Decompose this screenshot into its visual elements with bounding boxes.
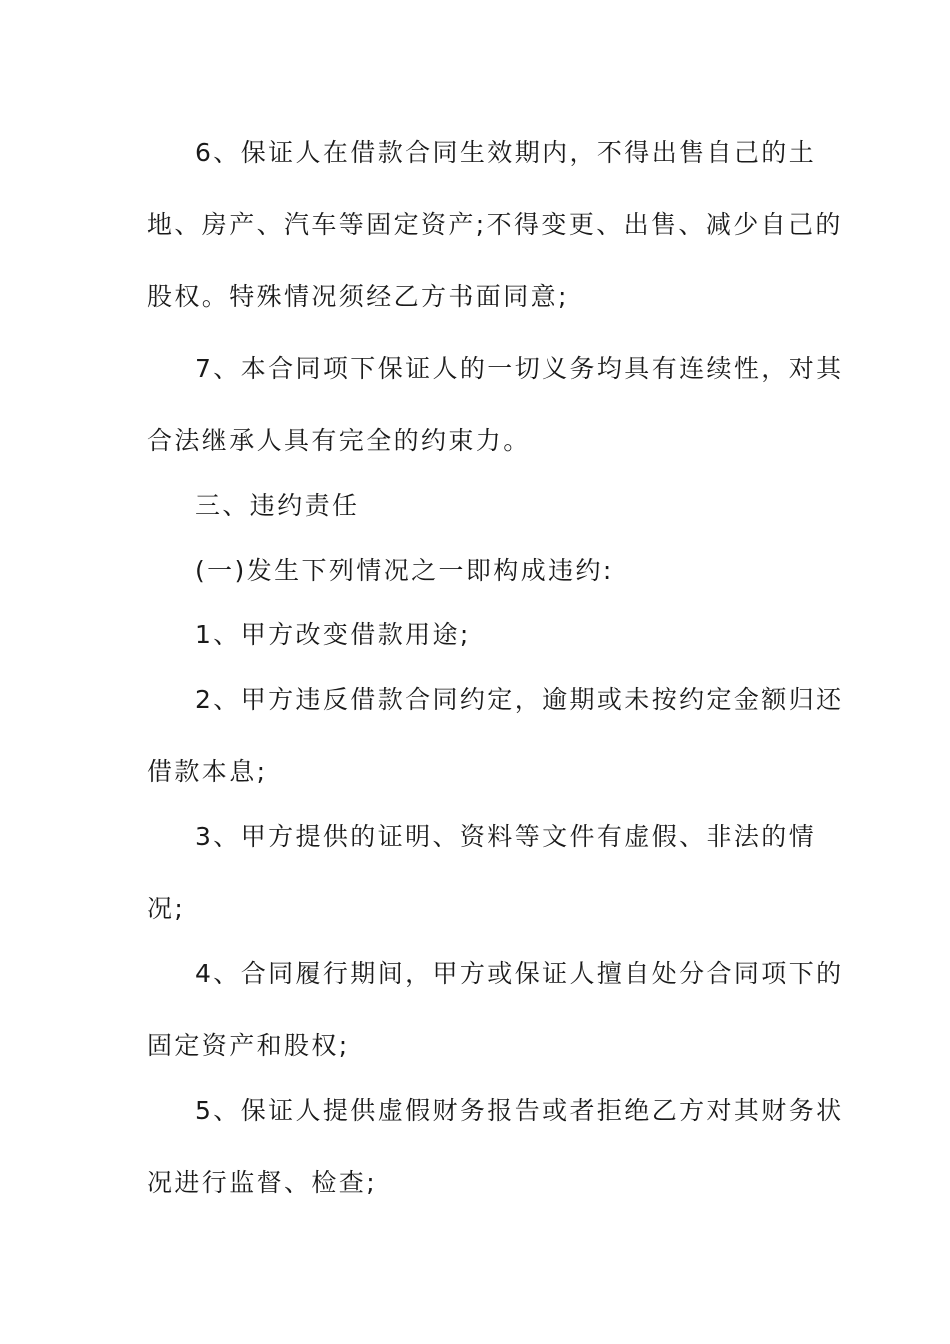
clause-7-line-1: 7、本合同项下保证人的一切义务均具有连续性，对其	[195, 354, 844, 383]
section-heading: 三、违约责任	[195, 491, 360, 520]
clause-6-line-3: 股权。特殊情况须经乙方书面同意;	[147, 282, 569, 311]
breach-item-2-line-2: 借款本息;	[147, 757, 268, 786]
breach-item-4-line-1: 4、合同履行期间，甲方或保证人擅自处分合同项下的	[195, 959, 844, 988]
breach-item-3-line-1: 3、甲方提供的证明、资料等文件有虚假、非法的情	[195, 822, 817, 851]
breach-item-5-line-1: 5、保证人提供虚假财务报告或者拒绝乙方对其财务状	[195, 1096, 844, 1125]
breach-item-3-line-2: 况;	[147, 894, 186, 923]
breach-item-4-line-2: 固定资产和股权;	[147, 1031, 350, 1060]
breach-item-5-line-2: 况进行监督、检查;	[147, 1168, 378, 1197]
breach-item-2-line-1: 2、甲方违反借款合同约定，逾期或未按约定金额归还	[195, 685, 844, 714]
clause-7-line-2: 合法继承人具有完全的约束力。	[147, 426, 531, 455]
subsection-heading: (一)发生下列情况之一即构成违约:	[195, 556, 614, 585]
clause-6-line-2: 地、房产、汽车等固定资产;不得变更、出售、减少自己的	[147, 210, 843, 239]
breach-item-1: 1、甲方改变借款用途;	[195, 620, 471, 649]
clause-6-line-1: 6、保证人在借款合同生效期内，不得出售自己的土	[195, 138, 817, 167]
